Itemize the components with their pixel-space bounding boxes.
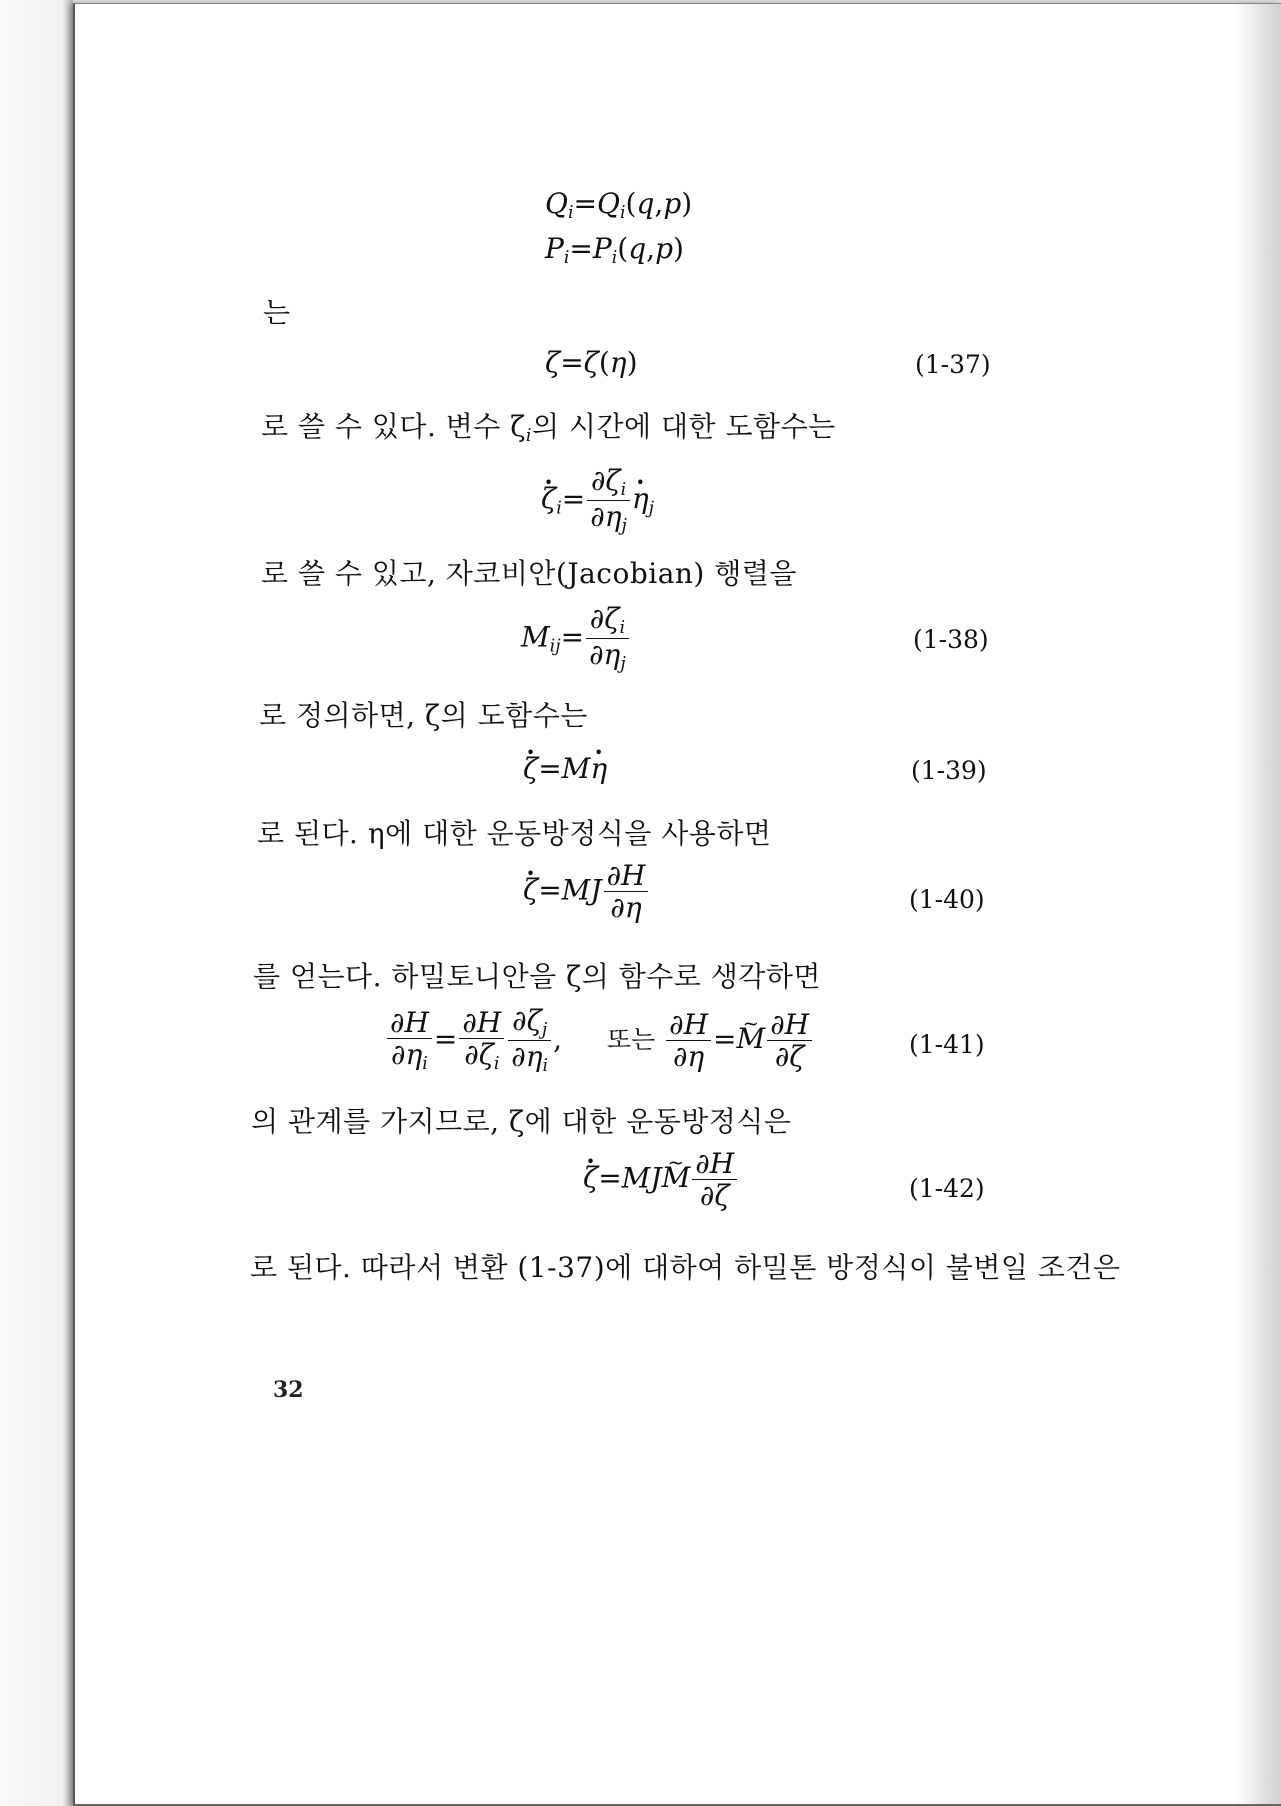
equation-1-39: • ζ=M• η [523, 752, 607, 785]
equation-number: (1-39) [911, 756, 987, 785]
book-spine [0, 0, 73, 1806]
subscript-i: i [525, 426, 532, 447]
equation-1-40: • ζ=MJ $\frac{\partial H}{\partial\eta}$ [523, 861, 650, 923]
text-line: 의 관계를 가지므로, ζ에 대한 운동방정식은 [251, 1105, 792, 1138]
page-edge-shadow [1235, 4, 1281, 1804]
equation-p-transform: $P_i=P_i(q,p)$ [545, 232, 684, 269]
text-line: 를 얻는다. 하밀토니안을 ζ의 함수로 생각하면 [253, 960, 821, 993]
equation-1-38: $M_{ij}=$ $\frac{\partial\zeta_i}{\partial\eta_j}$ [521, 604, 631, 674]
text-line: 로 된다. η에 대한 운동방정식을 사용하면 [257, 817, 772, 850]
text-line: 로 쓸 수 있고, 자코비안(Jacobian) 행렬을 [261, 557, 797, 590]
equation-number: (1-41) [909, 1030, 985, 1059]
equation-number: (1-37) [915, 350, 991, 379]
text-line: 는 [263, 296, 291, 329]
equation-1-42: • ζ=MJ~ M $\frac{\partial H}{\partial\zeta}$ [583, 1149, 739, 1211]
page-number: 32 [273, 1377, 304, 1403]
equation-number: (1-40) [909, 885, 985, 914]
or-word: 또는 [606, 1025, 656, 1055]
text-segment: 의 시간에 대한 도함수는 [531, 410, 836, 443]
text-line: 로 된다. 따라서 변환 (1-37)에 대하여 하밀톤 방정식이 불변일 조건은 [250, 1251, 1121, 1284]
equation-zeta-dot-i: • $\zeta_i=$ $\frac{\partial\zeta_i}{\partial\eta_j}$ • $\eta_j$ [541, 466, 654, 536]
equation-number: (1-38) [913, 625, 989, 654]
book-page [73, 3, 1281, 1806]
equation-q-transform: $Q_i=Q_i(q,p)$ [545, 187, 693, 224]
text-line [261, 405, 836, 446]
equation-1-37: ζ=ζ(η) [545, 346, 638, 379]
text-segment: 로 쓸 수 있다. 변수 ζ [261, 410, 526, 443]
equation-number: (1-42) [909, 1174, 985, 1203]
text-line: 로 정의하면, ζ의 도함수는 [259, 699, 588, 732]
equation-1-41: $\frac{\partial H}{\partial\eta_i}$ = $\frac{\partial H}{\partial\zeta_i}$ $\frac{\partial\zeta_j}{\partial\eta_i}$ , 또는 $\frac{\partial H}{\partial\eta}$ =~ M $\frac{\partial H}{\partial\zeta}$ [385, 1006, 814, 1076]
